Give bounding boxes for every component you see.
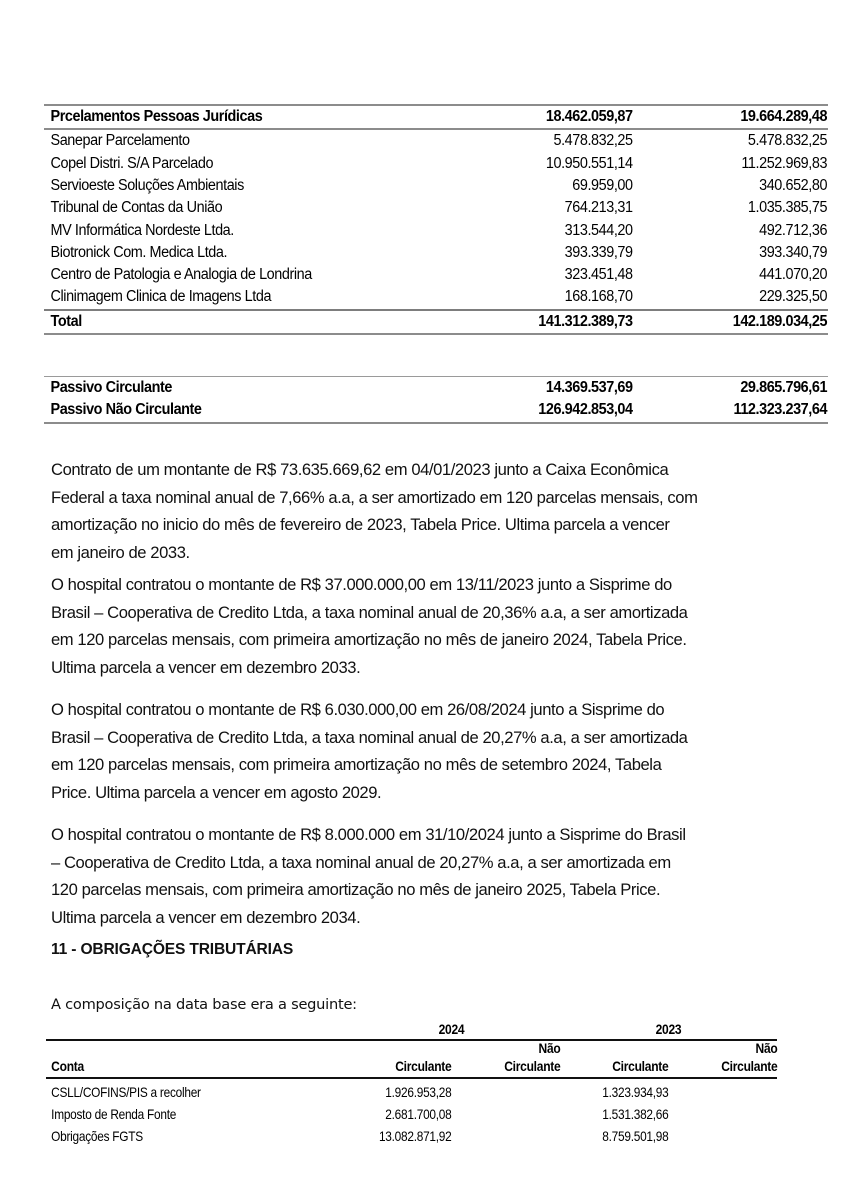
total-label: Total — [44, 310, 418, 334]
row-circulante-2024: 1.926.953,28 — [385, 1085, 452, 1101]
row-gap — [337, 1078, 342, 1101]
table-header-row — [44, 105, 828, 129]
section-heading: 11 - OBRIGAÇÕES TRIBUTÁRIAS — [51, 941, 294, 958]
row-value-2024: 168.168,70 — [564, 288, 633, 306]
table-row — [44, 286, 828, 309]
row-label: MV Informática Nordeste Ltda. — [50, 221, 234, 239]
table-row — [44, 377, 828, 400]
row-value-2024: 393.339,79 — [564, 243, 633, 261]
row-nao-circulante-2024 — [467, 1078, 560, 1101]
paragraph-contrato-caixa — [51, 456, 806, 566]
table-row — [44, 153, 828, 175]
row-account: CSLL/COFINS/PIS a recolher — [51, 1085, 201, 1101]
header-gap — [337, 1059, 342, 1078]
table-row — [44, 264, 828, 286]
header-value-2024: 18.462.059,87 — [460, 105, 641, 129]
row-nao-circulante-2024 — [467, 1101, 560, 1123]
year-header-2023: 2023 — [655, 1021, 682, 1037]
row-circulante-2023: 1.531.382,66 — [602, 1107, 669, 1123]
column-header-nao-circulante-2024: Circulante — [467, 1059, 560, 1078]
row-value-2024: 323.451,48 — [564, 266, 633, 284]
row-account: Imposto de Renda Fonte — [51, 1107, 177, 1123]
row-value-2024: 764.213,31 — [564, 199, 633, 217]
column-header-conta: Conta — [46, 1059, 296, 1078]
table-total-row — [44, 310, 828, 334]
passivo-table — [44, 376, 828, 424]
passivo-table-container — [44, 376, 828, 424]
row-label: Clinimagem Clinica de Imagens Ltda — [50, 288, 272, 306]
row-value-2024: 5.478.832,25 — [553, 132, 633, 150]
table-row — [46, 1123, 777, 1145]
row-label: Copel Distri. S/A Parcelado — [50, 154, 214, 172]
tributarias-subheader-row-1 — [46, 1040, 777, 1059]
row-circulante-2024: 13.082.871,92 — [378, 1129, 452, 1145]
paragraph-line: em 120 parcelas mensais, com primeira amortização no mês de janeiro 2024, Tabela Price. — [51, 630, 687, 649]
row-value-2023: 393.340,79 — [759, 243, 828, 261]
row-nao-circulante-2023 — [684, 1101, 777, 1123]
paragraph-line: Price. Ultima parcela a vencer em agosto 2029. — [51, 782, 382, 802]
table-row — [44, 175, 828, 197]
table-row — [44, 197, 828, 219]
row-value-2023: 5.478.832,25 — [747, 132, 828, 150]
paragraph-sisprime-2023 — [51, 571, 806, 681]
header-label: Prcelamentos Pessoas Jurídicas — [44, 105, 418, 129]
paragraph-line: – Cooperativa de Credito Ltda, a taxa nominal anual de 20,27% a.a, a ser amortizada em — [51, 852, 671, 872]
paragraph-line: Ultima parcela a vencer em dezembro 2034. — [51, 907, 361, 927]
subheader-nao-2023: Não — [684, 1040, 777, 1059]
tributarias-table-container — [46, 1022, 777, 1145]
subheader-gap — [337, 1040, 342, 1059]
year-row-gap — [337, 1022, 342, 1040]
row-value-2024: 69.959,00 — [572, 177, 633, 195]
paragraph-sisprime-ago-2024 — [51, 696, 806, 806]
row-value-2024: 14.369.537,69 — [460, 377, 641, 400]
table-row — [46, 1101, 777, 1123]
year-row-spacer — [46, 1022, 296, 1040]
paragraph-line: em 120 parcelas mensais, com primeira amortização no mês de setembro 2024, Tabela — [51, 755, 662, 774]
row-value-2023: 441.070,20 — [759, 266, 828, 284]
row-value-2023: 492.712,36 — [759, 221, 828, 239]
row-value-2024: 313.544,20 — [564, 221, 633, 239]
subheader-nao-2024: Não — [467, 1040, 560, 1059]
tributarias-year-row — [46, 1022, 777, 1040]
year-header-2024: 2024 — [438, 1021, 465, 1037]
paragraph-sisprime-out-2024 — [51, 821, 806, 931]
table-row — [44, 399, 828, 422]
row-value-2023: 11.252.969,83 — [741, 154, 828, 172]
row-value-2024: 126.942.853,04 — [460, 399, 641, 422]
row-value-2024: 10.950.551,14 — [545, 154, 633, 172]
row-label: Passivo Não Circulante — [44, 399, 418, 422]
row-circulante-2023: 1.323.934,93 — [602, 1085, 669, 1101]
column-header-circulante-2024: Circulante — [358, 1059, 451, 1078]
row-label: Biotronick Com. Medica Ltda. — [50, 243, 228, 261]
section-intro-text: A composição na data base era a seguinte: — [51, 996, 357, 1013]
table-row — [46, 1078, 777, 1101]
row-value-2023: 340.652,80 — [759, 177, 828, 195]
paragraph-line: Brasil – Cooperativa de Credito Ltda, a taxa nominal anual de 20,27% a.a, a ser amortizada — [51, 727, 688, 747]
paragraph-line: amortização no inicio do mês de fevereiro de 2023, Tabela Price. Ultima parcela a vencer — [51, 515, 670, 534]
total-value-2024: 141.312.389,73 — [460, 310, 641, 334]
header-value-2023: 19.664.289,48 — [654, 105, 828, 129]
row-label: Passivo Circulante — [44, 377, 418, 400]
paragraph-line: Contrato de um montante de R$ 73.635.669,62 em 04/01/2023 junto a Caixa Econômica — [51, 460, 669, 479]
row-circulante-2023: 8.759.501,98 — [602, 1129, 669, 1145]
paragraph-line: O hospital contratou o montante de R$ 6.030.000,00 em 26/08/2024 junto a Sisprime do — [51, 700, 665, 719]
paragraph-line: em janeiro de 2033. — [51, 542, 190, 562]
column-header-nao-circulante-2023: Circulante — [684, 1059, 777, 1078]
paragraph-line: O hospital contratou o montante de R$ 37.000.000,00 em 13/11/2023 junto a Sisprime do — [51, 575, 672, 594]
row-label: Servioeste Soluções Ambientais — [50, 177, 244, 195]
tributarias-header-row — [46, 1059, 777, 1078]
row-label: Tribunal de Contas da União — [50, 199, 223, 217]
subheader-blank-circ-2024 — [358, 1040, 451, 1059]
row-nao-circulante-2023 — [684, 1078, 777, 1101]
subheader-spacer — [46, 1040, 296, 1059]
paragraph-line: O hospital contratou o montante de R$ 8.000.000 em 31/10/2024 junto a Sisprime do Brasil — [51, 825, 686, 844]
table-row — [44, 242, 828, 264]
paragraph-line: Brasil – Cooperativa de Credito Ltda, a taxa nominal anual de 20,36% a.a, a ser amortizada — [51, 602, 688, 622]
row-gap — [337, 1101, 342, 1123]
row-nao-circulante-2024 — [467, 1123, 560, 1145]
parcelamentos-table-container — [44, 104, 828, 335]
table-row — [44, 219, 828, 241]
row-label: Centro de Patologia e Analogia de Londrina — [50, 266, 312, 284]
paragraph-line: 120 parcelas mensais, com primeira amortização no mês de janeiro 2025, Tabela Price. — [51, 880, 661, 899]
row-value-2023: 112.323.237,64 — [654, 399, 828, 422]
row-gap — [337, 1123, 342, 1145]
row-label: Sanepar Parcelamento — [50, 132, 190, 150]
total-value-2023: 142.189.034,25 — [654, 310, 828, 334]
row-circulante-2024: 2.681.700,08 — [385, 1107, 452, 1123]
table-row — [44, 129, 828, 152]
row-value-2023: 1.035.385,75 — [747, 199, 828, 217]
tributarias-table — [46, 1022, 777, 1145]
parcelamentos-table — [44, 104, 828, 335]
row-value-2023: 29.865.796,61 — [654, 377, 828, 400]
row-nao-circulante-2023 — [684, 1123, 777, 1145]
subheader-blank-circ-2023 — [575, 1040, 668, 1059]
column-header-circulante-2023: Circulante — [575, 1059, 668, 1078]
paragraph-line: Ultima parcela a vencer em dezembro 2033. — [51, 657, 361, 677]
row-value-2023: 229.325,50 — [759, 288, 828, 306]
paragraph-line: Federal a taxa nominal anual de 7,66% a.a, a ser amortizado em 120 parcelas mensais, com — [51, 487, 698, 507]
row-account: Obrigações FGTS — [51, 1129, 143, 1145]
